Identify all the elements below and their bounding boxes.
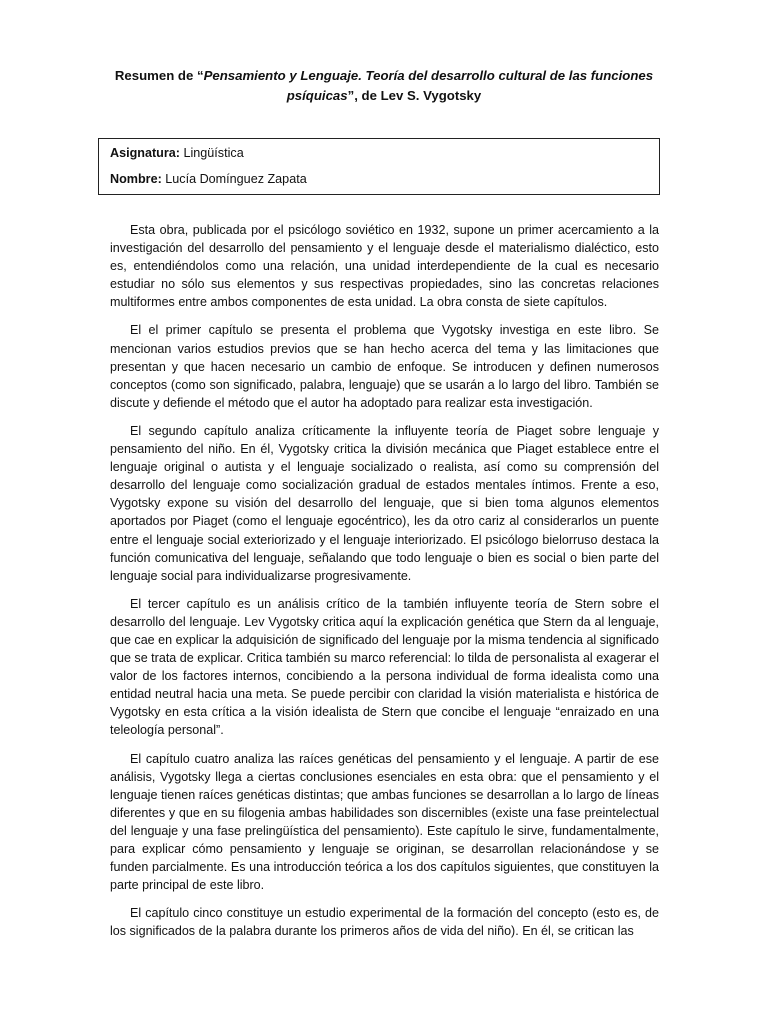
info-box <box>98 138 660 195</box>
title-prefix: Resumen de “ <box>114 68 204 83</box>
paragraph: El capítulo cinco constituye un estudio experimental de la formación del concepto (esto es, de los significados de la palabra durante los primeros años de vida del niño). En él, se critican las <box>110 906 659 939</box>
name-line <box>110 172 307 187</box>
paragraph: El tercer capítulo es un análisis crítico de la también influyente teoría de Stern sobre el desarrollo del lenguaje. Lev Vygotsky critica aquí la explicación genética que Stern da al lenguaje, que cae en explicar la adquisición de significado del lenguaje por la misma tendencia al significado que se trata de explicar. Critica también su marco referencial: lo tilda de personalista al exagerar el valor de los factores internos, concibiendo a la persona individual de forma idealista como una entidad neutral hacia una meta. Se puede percibir con claridad la visión materialista e histórica de Vygotsky en esta crítica a la visión idealista de Stern que concibe el lenguaje “enraizado en una teleología personal”. <box>110 596 659 738</box>
title-suffix: ”, de Lev S. Vygotsky <box>347 88 482 103</box>
name-label: Nombre: <box>110 172 162 186</box>
title-work: Pensamiento y Lenguaje. Teoría del desarrollo cultural de las funciones psíquicas <box>203 68 654 103</box>
name-value: Lucía Domínguez Zapata <box>165 172 307 186</box>
paragraph: El el primer capítulo se presenta el problema que Vygotsky investiga en este libro. Se mencionan varios estudios previos que se han hecho acerca del tema y las limitaciones que presentan y que hacen necesario un cambio de enfoque. Se introducen y definen numerosos conceptos (como son significado, palabra, lenguaje) que se usarán a lo largo del libro. También se discute y defiende el método que el autor ha adoptado para realizar esta investigación. <box>110 323 659 410</box>
subject-value: Lingüística <box>183 146 244 160</box>
paragraph: El capítulo cuatro analiza las raíces genéticas del pensamiento y el lenguaje. A partir de ese análisis, Vygotsky llega a ciertas conclusiones esenciales en esta obra: que el pensamiento y el lenguaje tienen raíces genéticas distintas; que ambas funciones se desarrollan a lo largo de líneas diferentes y que en su filogenia ambas habilidades son discernibles (existe una fase preintelectual del lenguaje y una fase prelingüística del pensamiento). Este capítulo le sirve, fundamentalmente, para explicar cómo pensamiento y lenguaje se originan, se desarrollan relacionándose y se funden parcialmente. Es una introducción teórica a los dos capítulos siguientes, que constituyen la parte principal de este libro. <box>110 751 659 893</box>
body-text <box>110 221 659 940</box>
subject-label: Asignatura: <box>110 146 180 160</box>
subject-line <box>110 146 244 161</box>
paragraph: El segundo capítulo analiza críticamente la influyente teoría de Piaget sobre lenguaje y pensamiento del niño. En él, Vygotsky critica la división mecánica que Piaget establece entre el lenguaje original o autista y el lenguaje socializado o realista, así como su comprensión del desarrollo del lenguaje como socialización gradual de estados mentales íntimos. Frente a eso, Vygotsky expone su visión del desarrollo del lenguaje, que si bien toma algunos elementos aportados por Piaget (como el lenguaje egocéntrico), les da otro cariz al considerarlos un puente entre el lenguaje social exteriorizado y el lenguaje interiorizado. El psicólogo bielorruso destaca la función comunicativa del lenguaje, señalando que todo lenguaje o bien es social o bien parte del lenguaje social para individualizarse progresivamente. <box>110 423 659 583</box>
paragraph: Esta obra, publicada por el psicólogo soviético en 1932, supone un primer acercamiento a la investigación del desarrollo del pensamiento y el lenguaje desde el materialismo dialéctico, esto es, entendiéndolos como una relación, una unidad interdependiente de la cual es necesario estudiar no sólo sus elementos y sus respectivas propiedades, sino las concretas relaciones multiformes entre ambos componentes de esta unidad. La obra consta de siete capítulos. <box>110 223 659 310</box>
document-title <box>108 66 660 106</box>
